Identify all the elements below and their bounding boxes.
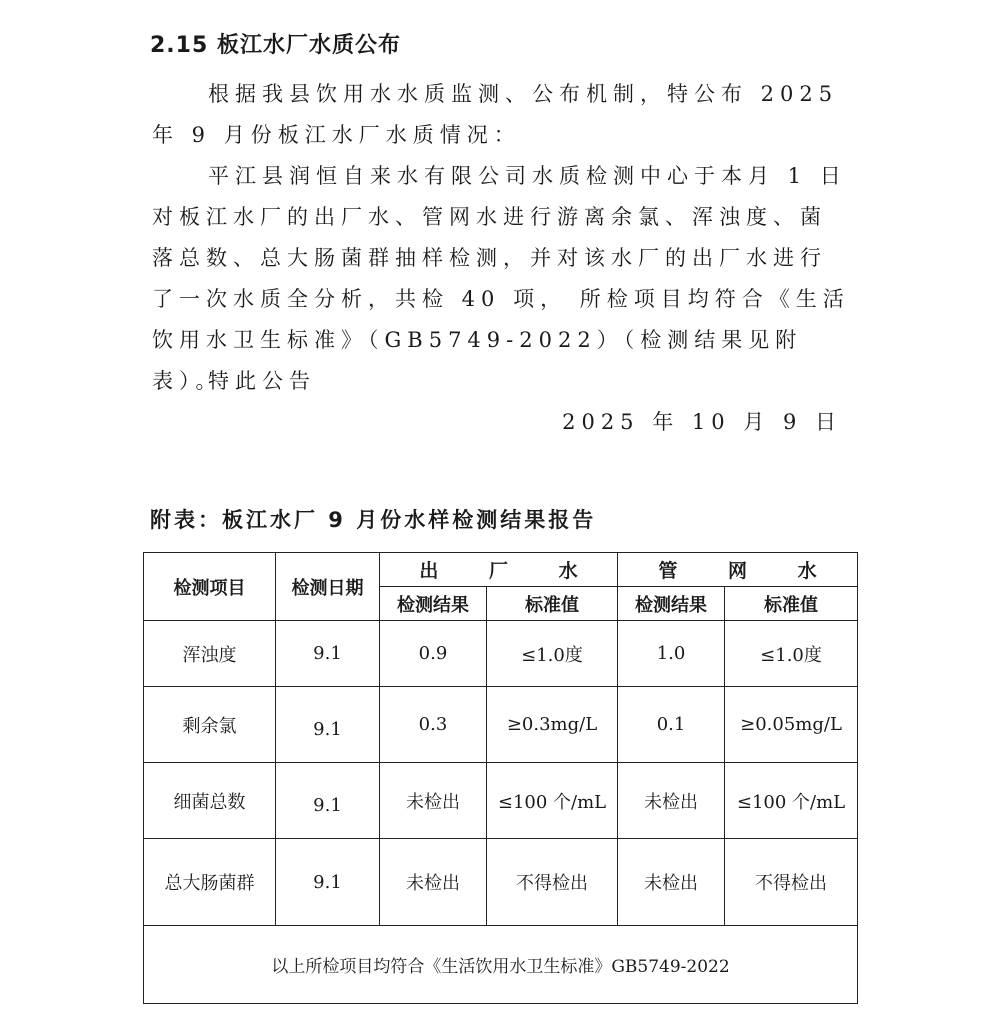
- cell-network-standard: ≤100 个/mL: [725, 763, 858, 839]
- cell-network-result: 未检出: [618, 763, 725, 839]
- header-network-water: 管 网 水: [618, 553, 858, 587]
- table-footer-note: 以上所检项目均符合《生活饮用水卫生标准》GB5749-2022: [144, 926, 858, 1004]
- cell-outlet-standard: 不得检出: [487, 839, 618, 926]
- header-outlet-standard: 标准值: [487, 587, 618, 621]
- cell-network-standard: ≤1.0度: [725, 621, 858, 687]
- cell-date: 9.1: [276, 763, 380, 839]
- header-outlet-water: 出 厂 水: [380, 553, 618, 587]
- table-header-row: [144, 553, 858, 587]
- intro-paragraph: 根据我县饮用水水质监测、公布机制，特公布 2025 年 9 月份板江水厂水质情况：: [152, 82, 839, 147]
- cell-item: 细菌总数: [144, 763, 276, 839]
- cell-outlet-result: 0.3: [380, 687, 487, 763]
- table-title: 附表：板江水厂 9 月份水样检测结果报告: [150, 508, 597, 532]
- cell-date: 9.1: [276, 621, 380, 687]
- announcement-date: 2025 年 10 月 9 日: [562, 410, 842, 434]
- header-network-standard: 标准值: [725, 587, 858, 621]
- cell-outlet-result: 未检出: [380, 763, 487, 839]
- closing-paragraph: 特此公告: [208, 369, 316, 393]
- table-row: [144, 621, 858, 687]
- cell-network-standard: 不得检出: [725, 839, 858, 926]
- cell-item: 总大肠菌群: [144, 839, 276, 926]
- cell-network-result: 0.1: [618, 687, 725, 763]
- cell-date: 9.1: [276, 839, 380, 926]
- cell-item: 浑浊度: [144, 621, 276, 687]
- cell-network-standard: ≥0.05mg/L: [725, 687, 858, 763]
- cell-outlet-standard: ≤1.0度: [487, 621, 618, 687]
- cell-network-result: 1.0: [618, 621, 725, 687]
- cell-outlet-standard: ≤100 个/mL: [487, 763, 618, 839]
- table-footer-row: [144, 926, 858, 1004]
- cell-date: 9.1: [276, 687, 380, 763]
- section-title: 2.15 板江水厂水质公布: [150, 33, 401, 58]
- cell-outlet-result: 未检出: [380, 839, 487, 926]
- header-item: 检测项目: [144, 553, 276, 621]
- table-row: [144, 763, 858, 839]
- cell-item: 剩余氯: [144, 687, 276, 763]
- cell-outlet-result: 0.9: [380, 621, 487, 687]
- header-outlet-result: 检测结果: [380, 587, 487, 621]
- table-row: [144, 839, 858, 926]
- results-table: [143, 552, 858, 1004]
- cell-outlet-standard: ≥0.3mg/L: [487, 687, 618, 763]
- table-row: [144, 687, 858, 763]
- cell-network-result: 未检出: [618, 839, 725, 926]
- header-network-result: 检测结果: [618, 587, 725, 621]
- header-date: 检测日期: [276, 553, 380, 621]
- body-paragraph: 平江县润恒自来水有限公司水质检测中心于本月 1 日对板江水厂的出厂水、管网水进行游离余氯、浑浊度、菌落总数、总大肠菌群抽样检测，并对该水厂的出厂水进行了一次水质全分析，共检 40 项， 所检项目均符合《生活饮用水卫生标准》（GB5749-2022）（检测结果见附表）。: [152, 164, 850, 393]
